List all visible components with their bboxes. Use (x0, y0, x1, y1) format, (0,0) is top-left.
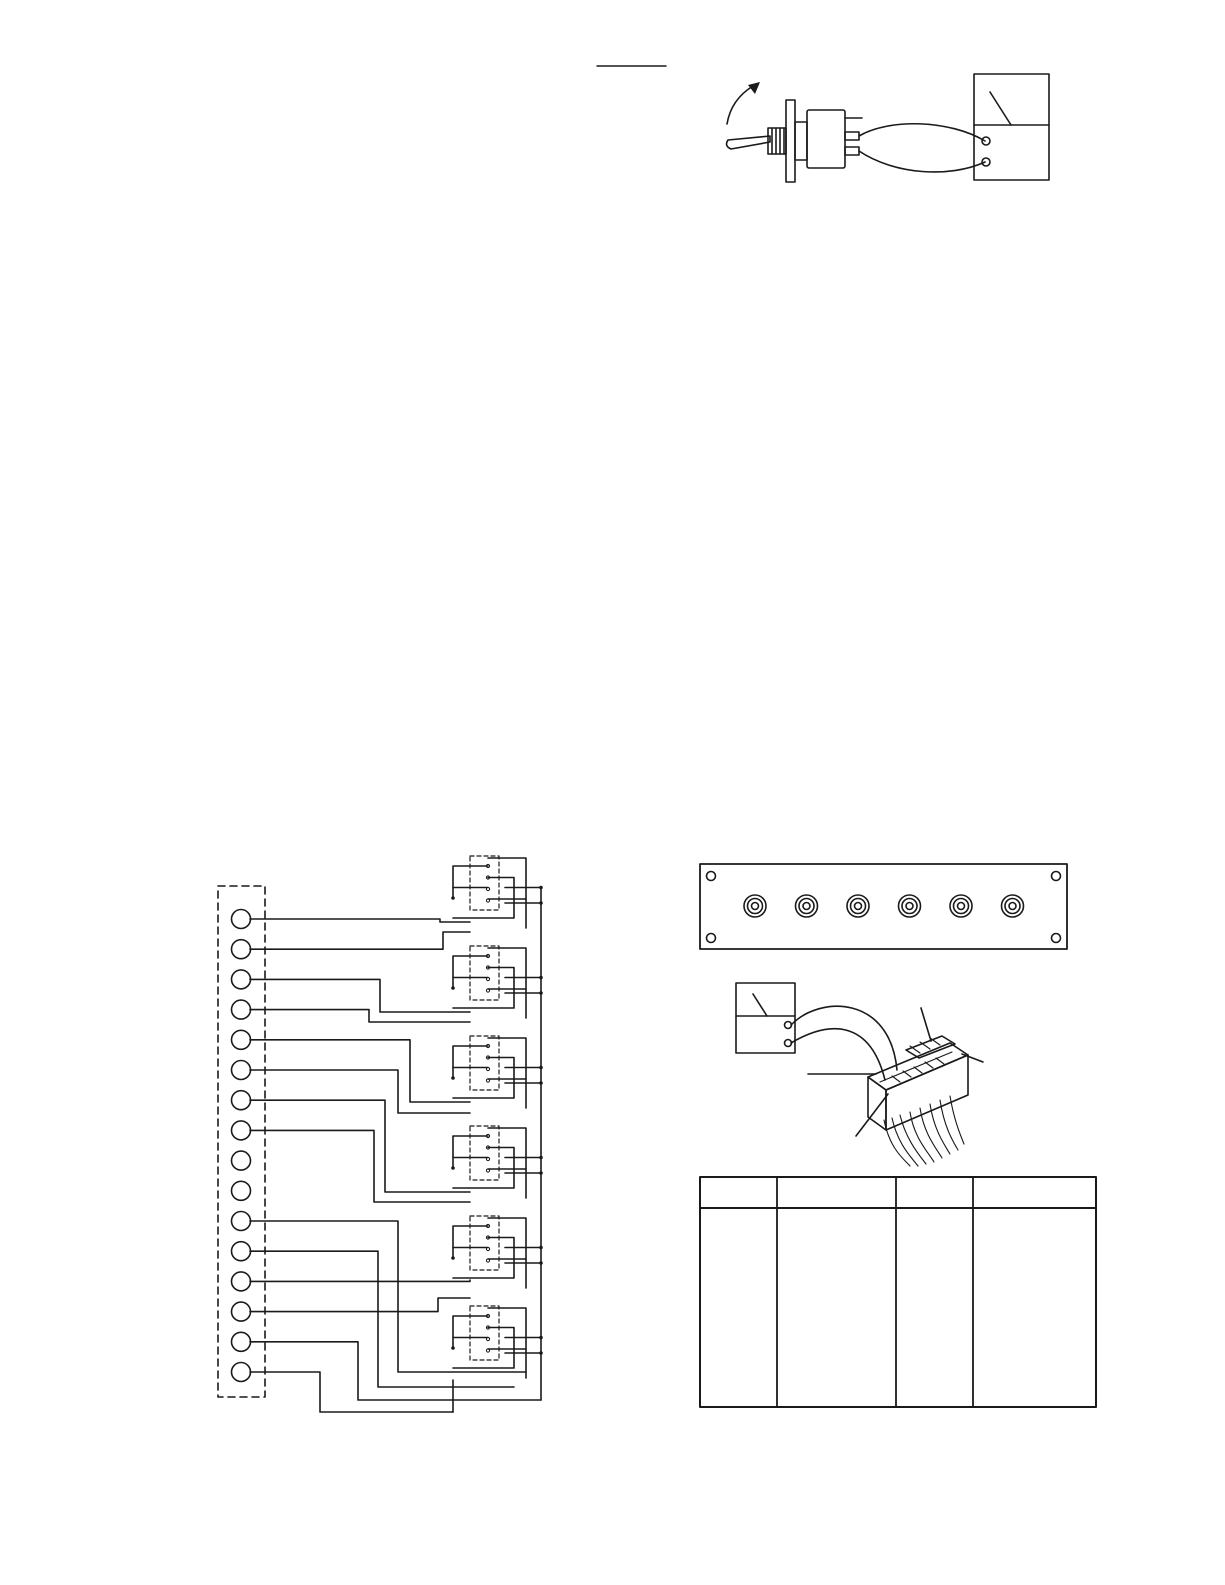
switch-block-outline (470, 856, 499, 910)
switch-block-outline (470, 1126, 499, 1180)
switch-block-outline (470, 1216, 499, 1270)
jack-inner-ring (748, 899, 763, 914)
switch-wire (488, 1218, 526, 1259)
jack-center (1009, 903, 1016, 910)
leader-line-icon (921, 1008, 931, 1041)
terminal-wire (250, 1280, 470, 1281)
jack-icon (899, 895, 921, 917)
terminal-wire (250, 979, 470, 1012)
terminal-circle (232, 1332, 251, 1351)
terminal-circle (232, 1091, 251, 1110)
terminal-wire (250, 1040, 470, 1102)
jack-center (803, 903, 810, 910)
jack-center (906, 903, 913, 910)
switch-wire (453, 1238, 514, 1279)
terminal-circle (232, 1242, 251, 1261)
terminal-circle (232, 1181, 251, 1200)
jack-inner-ring (954, 899, 969, 914)
mounting-hole-icon (1052, 872, 1061, 881)
jack-center (752, 903, 759, 910)
terminal-wire (250, 1100, 470, 1192)
jack-panel (700, 864, 1067, 949)
junction-dot (451, 1346, 455, 1350)
terminal-circle (232, 1030, 251, 1049)
switch-wire (488, 1308, 526, 1349)
terminal-circle (232, 1212, 251, 1231)
meter-icon (736, 983, 795, 1053)
meter-icon (974, 74, 1049, 180)
switch-wire (488, 1038, 526, 1079)
toggle-switch-icon (727, 100, 862, 182)
switch-wire (488, 948, 526, 989)
terminal-circle (232, 970, 251, 989)
jack-icon (1002, 895, 1024, 917)
switch-block-outline (470, 946, 499, 1000)
junction-dot (451, 986, 455, 990)
jack-inner-ring (902, 899, 917, 914)
junction-dot (451, 1076, 455, 1080)
jack-icon (796, 895, 818, 917)
jack-inner-ring (851, 899, 866, 914)
terminal-circle (232, 1121, 251, 1140)
switch-wire (453, 1328, 514, 1369)
switch-wire (453, 1148, 514, 1189)
terminal-wire (250, 1372, 453, 1412)
curved-arrow-icon (727, 82, 760, 124)
terminal-circle (232, 1000, 251, 1019)
switch-block-outline (470, 1036, 499, 1090)
mounting-hole-icon (1052, 934, 1061, 943)
terminal-circle (232, 910, 251, 929)
switch-block-icon (451, 1306, 543, 1378)
jack-icon (847, 895, 869, 917)
wiring-diagram (218, 856, 543, 1412)
terminal-circle (232, 1151, 251, 1170)
switch-wire (488, 1128, 526, 1169)
jack-inner-ring (1005, 899, 1020, 914)
leader-line-icon (856, 1094, 888, 1136)
jack-icon (950, 895, 972, 917)
switch-block-outline (470, 1306, 499, 1360)
switch-block-icon (451, 946, 543, 1018)
terminal-circle (232, 1272, 251, 1291)
data-table (700, 1177, 1096, 1407)
terminal-circle (232, 1061, 251, 1080)
jack-center (855, 903, 862, 910)
terminal-wire (250, 1251, 514, 1387)
terminal-wire (250, 1070, 470, 1113)
switch-block-icon (451, 856, 543, 928)
switch-wire (453, 878, 514, 919)
mounting-hole-icon (707, 934, 716, 943)
switch-wire (488, 858, 526, 899)
junction-dot (451, 896, 455, 900)
terminal-wire (250, 1342, 541, 1400)
terminal-circle (232, 1363, 251, 1382)
terminal-circle (232, 940, 251, 959)
switch-wire (453, 1058, 514, 1099)
terminal-wire (250, 1298, 470, 1312)
terminal-wire (250, 1221, 526, 1372)
terminal-circle (232, 1302, 251, 1321)
switch-block-icon (451, 1036, 543, 1108)
switch-block-icon (451, 1126, 543, 1198)
toggle-switch-test-figure (727, 74, 1049, 182)
jack-icon (744, 895, 766, 917)
terminal-wire (250, 932, 470, 949)
junction-dot (451, 1256, 455, 1260)
connector-test-figure (736, 983, 983, 1166)
switch-block-icon (451, 1216, 543, 1288)
test-lead (859, 151, 985, 172)
terminal-wire (250, 919, 470, 922)
junction-dot (451, 1166, 455, 1170)
jack-center (958, 903, 965, 910)
mounting-hole-icon (707, 872, 716, 881)
jack-inner-ring (799, 899, 814, 914)
test-lead (859, 124, 985, 141)
switch-wire (453, 968, 514, 1009)
leader-line-icon (962, 1054, 983, 1062)
